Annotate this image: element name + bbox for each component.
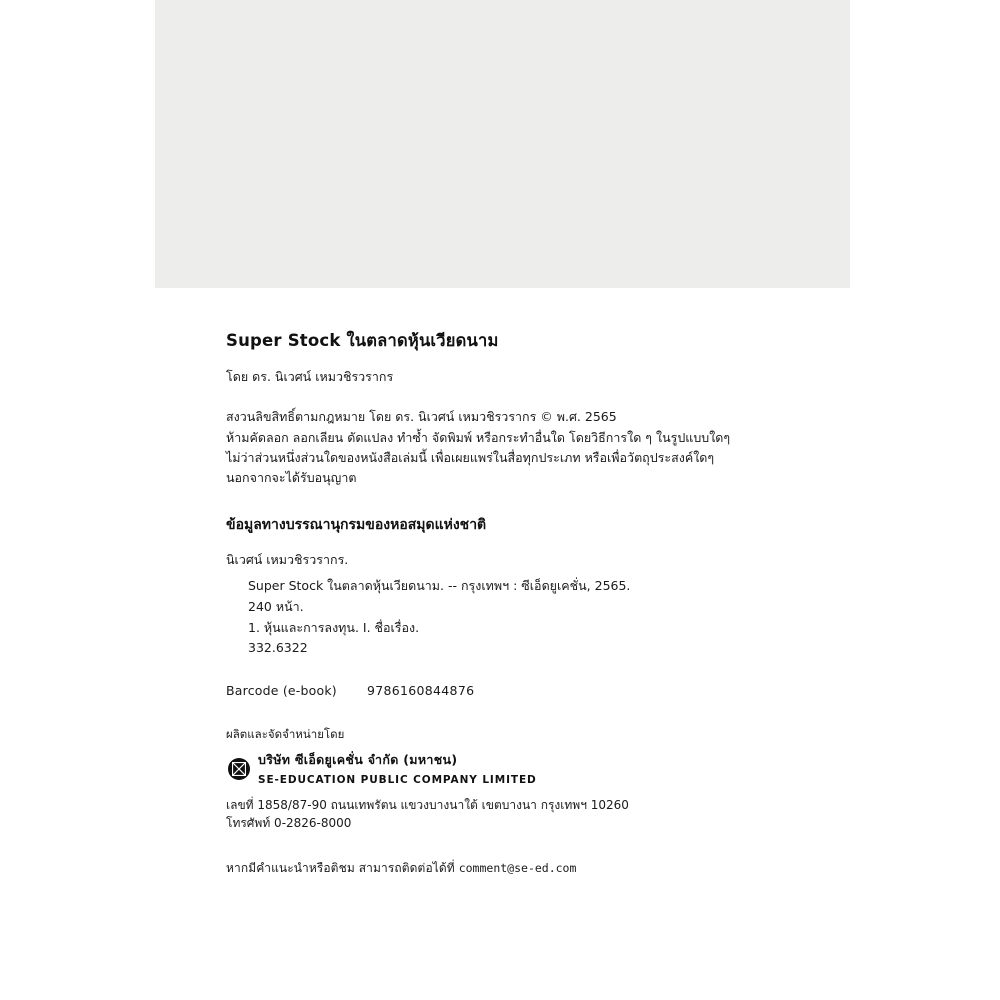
cip-heading: ข้อมูลทางบรรณานุกรมของหอสมุดแห่งชาติ bbox=[226, 517, 487, 534]
contact-text: หากมีคำแนะนำหรือติชม สามารถติดต่อได้ที่ bbox=[226, 860, 459, 875]
address-line-2: โทรศัพท์ 0-2826-8000 bbox=[226, 816, 352, 831]
copyright-line-4: นอกจากจะได้รับอนุญาต bbox=[226, 470, 357, 486]
barcode-row bbox=[226, 683, 846, 698]
cip-line: 332.6322 bbox=[248, 640, 308, 656]
author-line: โดย ดร. นิเวศน์ เหมวชิรวรากร bbox=[226, 369, 394, 385]
publisher-name-th: บริษัท ซีเอ็ดยูเคชั่น จำกัด (มหาชน) bbox=[258, 751, 458, 767]
copyright-line-2: ห้ามคัดลอก ลอกเลียน ดัดแปลง ทำซ้ำ จัดพิมพ์ หรือกระทำอื่นใด โดยวิธีการใด ๆ ในรูปแบบใดๆ bbox=[226, 429, 731, 445]
publisher-names bbox=[258, 750, 537, 788]
distributed-by-label: ผลิตและจัดจำหน่ายโดย bbox=[226, 726, 345, 741]
publisher-identity bbox=[226, 750, 846, 788]
se-ed-logo-icon bbox=[228, 758, 250, 780]
copyright-line-3: ไม่ว่าส่วนหนึ่งส่วนใดของหนังสือเล่มนี้ เพื่อเผยแพร่ในสื่อทุกประเภท หรือเพื่อวัตถุประสงค์ใดๆ bbox=[226, 449, 715, 465]
copyright-page-content bbox=[226, 330, 846, 878]
contact-line bbox=[226, 859, 846, 878]
contact-email[interactable]: comment@se-ed.com bbox=[458, 860, 577, 875]
cip-line: 1. หุ้นและการลงทุน. I. ชื่อเรื่อง. bbox=[248, 619, 420, 635]
barcode-label: Barcode (e-book) bbox=[226, 682, 337, 698]
page-title: Super Stock ในตลาดหุ้นเวียดนาม bbox=[226, 331, 499, 350]
publisher-name-en: SE-EDUCATION PUBLIC COMPANY LIMITED bbox=[258, 773, 537, 786]
copyright-line-1: สงวนลิขสิทธิ์ตามกฎหมาย โดย ดร. นิเวศน์ เหมวชิรวรากร © พ.ศ. 2565 bbox=[226, 409, 617, 425]
cip-line: 240 หน้า. bbox=[248, 599, 304, 615]
copyright-notice bbox=[226, 407, 846, 488]
address-line-1: เลขที่ 1858/87-90 ถนนเทพรัตน แขวงบางนาใต้ เขตบางนา กรุงเทพฯ 10260 bbox=[226, 797, 629, 812]
cip-author: นิเวศน์ เหมวชิรวรากร. bbox=[226, 552, 349, 568]
book-cover-image-placeholder bbox=[155, 0, 850, 288]
publisher-address bbox=[226, 796, 846, 833]
cip-entry bbox=[226, 576, 846, 659]
barcode-value: 9786160844876 bbox=[367, 682, 475, 698]
cip-line: Super Stock ในตลาดหุ้นเวียดนาม. -- กรุงเทพฯ : ซีเอ็ดยูเคชั่น, 2565. bbox=[248, 578, 631, 594]
